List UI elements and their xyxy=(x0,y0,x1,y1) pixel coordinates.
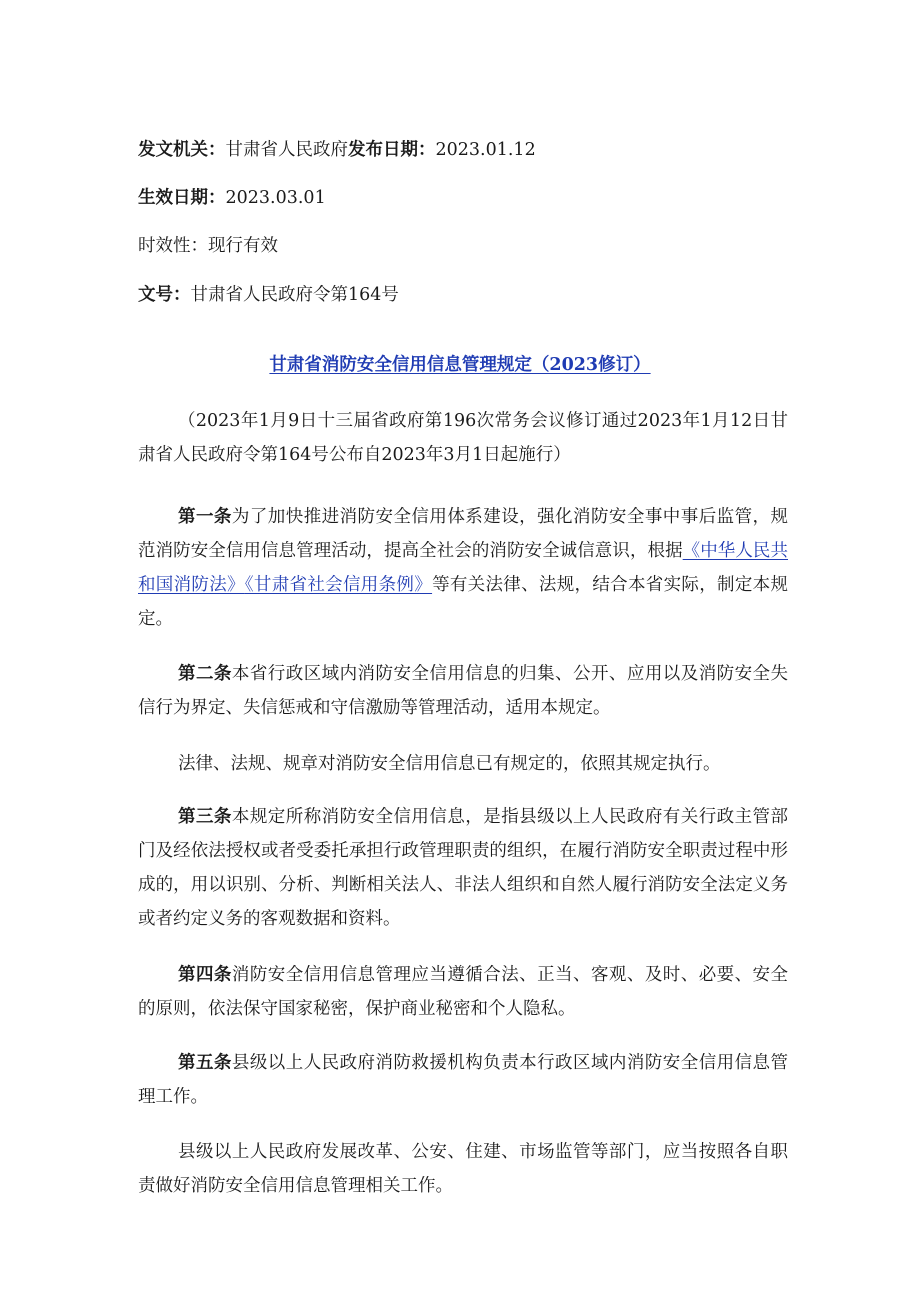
article-5 xyxy=(138,1046,788,1114)
article-1-text-after: 等有关法律、法规，结合本省实际，制定本规定。 xyxy=(138,575,788,629)
article-2 xyxy=(138,657,788,725)
article-5-text: 县级以上人民政府消防救援机构负责本行政区域内消防安全信用信息管理工作。 xyxy=(138,1053,789,1107)
validity-label: 时效性： xyxy=(138,236,208,256)
article-4 xyxy=(138,958,788,1026)
issuer-value: 甘肃省人民政府 xyxy=(225,140,348,160)
link-fire-law[interactable]: 《中华人民共和国消防法》 xyxy=(138,541,789,595)
article-3 xyxy=(138,800,788,936)
page-title xyxy=(0,351,920,376)
article-1 xyxy=(138,500,788,636)
article-1-heading: 第一条 xyxy=(178,507,232,527)
article-4-text: 消防安全信用信息管理应当遵循合法、正当、客观、及时、必要、安全的原则，依法保守国家秘密，保护商业秘密和个人隐私。 xyxy=(138,965,789,1019)
article-2-heading: 第二条 xyxy=(178,664,232,684)
article-4-heading: 第四条 xyxy=(178,965,232,985)
article-2-text: 本省行政区域内消防安全信用信息的归集、公开、应用以及消防安全失信行为界定、失信惩戒和守信激励等管理活动，适用本规定。 xyxy=(138,664,789,718)
pubdate-value: 2023.01.12 xyxy=(435,140,536,160)
validity-value: 现行有效 xyxy=(208,236,278,256)
pubdate-label: 发布日期： xyxy=(348,140,436,160)
article-1-text-before: 为了加快推进消防安全信用体系建设，强化消防安全事中事后监管，规范消防安全信用信息管理活动，提高全社会的消防安全诚信意识，根据 xyxy=(138,507,789,561)
article-5-paragraph-2: 县级以上人民政府发展改革、公安、住建、市场监管等部门，应当按照各自职责做好消防安全信用信息管理相关工作。 xyxy=(138,1142,788,1196)
meta-effdate-line xyxy=(138,184,326,209)
article-3-text: 本规定所称消防安全信用信息，是指县级以上人民政府有关行政主管部门及经依法授权或者受委托承担行政管理职责的组织，在履行消防安全职责过程中形成的，用以识别、分析、判断相关法人、非法人组织和自然人履行消防安全法定义务或者约定义务的客观数据和资料。 xyxy=(138,807,789,929)
meta-issuer-line xyxy=(138,136,536,161)
article-2-paragraph-2: 法律、法规、规章对消防安全信用信息已有规定的，依照其规定执行。 xyxy=(178,754,721,774)
title-link[interactable]: 甘肃省消防安全信用信息管理规定（2023修订） xyxy=(269,355,651,375)
meta-docno-line xyxy=(138,281,399,306)
article-5-heading: 第五条 xyxy=(178,1053,232,1073)
article-3-heading: 第三条 xyxy=(178,807,232,827)
docno-label: 文号： xyxy=(138,285,191,305)
meta-validity-line xyxy=(138,232,278,257)
preamble: （2023年1月9日十三届省政府第196次常务会议修订通过2023年1月12日甘肃省人民政府令第164号公布自2023年3月1日起施行） xyxy=(138,411,788,465)
effdate-value: 2023.03.01 xyxy=(225,188,326,208)
issuer-label: 发文机关： xyxy=(138,140,226,160)
docno-value: 甘肃省人民政府令第164号 xyxy=(190,285,399,305)
effdate-label: 生效日期： xyxy=(138,188,226,208)
link-credit-regulation[interactable]: 《甘肃省社会信用条例》 xyxy=(244,575,433,595)
